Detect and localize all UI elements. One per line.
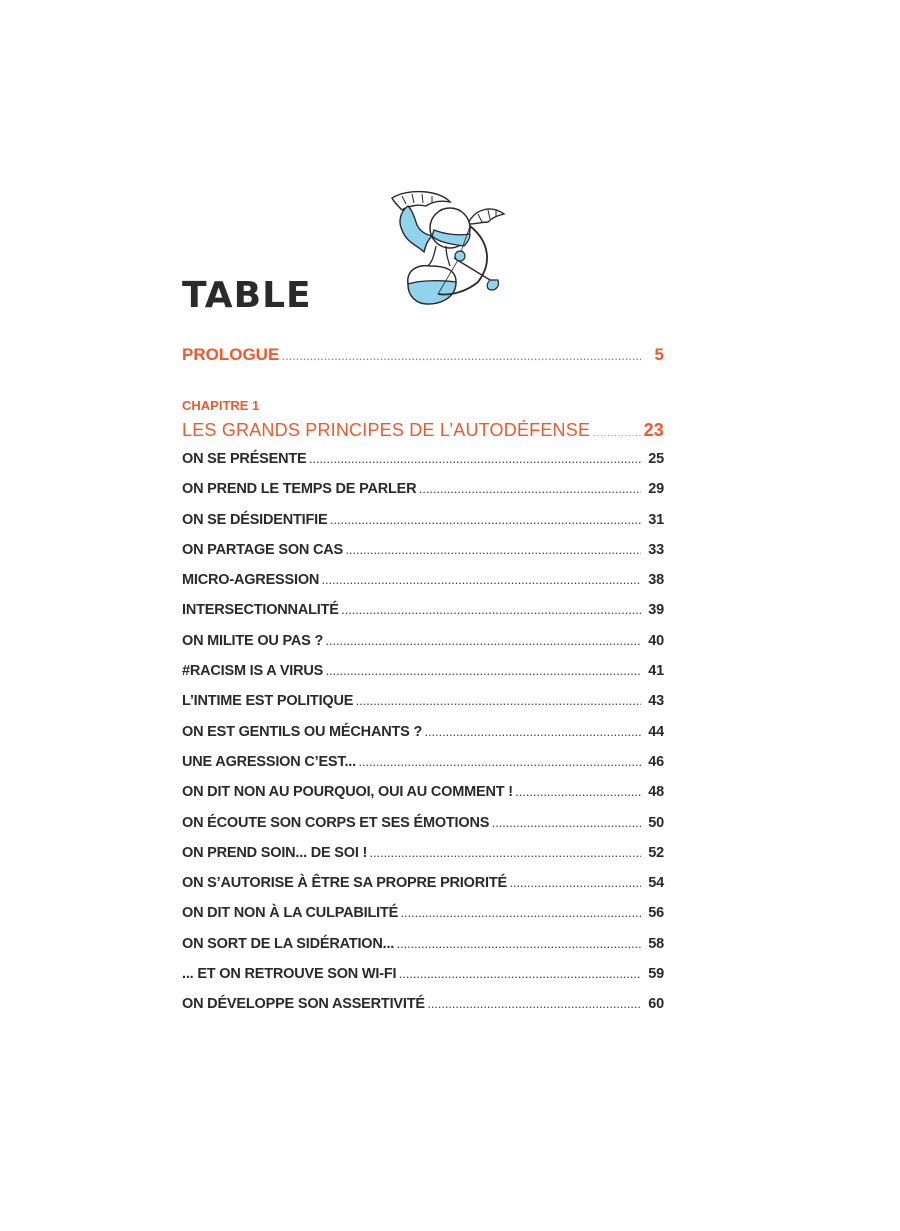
page-title: TABLE [182,275,312,316]
toc-entry-label: ... ET ON RETROUVE SON WI-FI [182,966,397,983]
dot-leader [516,789,641,798]
toc-page-number: 41 [648,663,664,680]
toc-entry-label: #RACISM IS A VIRUS [182,663,324,680]
toc-page-number: 23 [643,420,664,440]
toc-page-number: 50 [648,814,664,831]
dot-leader [425,729,641,738]
toc-entry[interactable] [182,808,664,838]
toc-page-number: 44 [648,723,664,740]
dot-leader [428,1001,641,1010]
toc-page-number: 59 [648,966,664,983]
dot-leader [399,971,641,980]
toc-entry-label: ON PREND SOIN... DE SOI ! [182,844,368,861]
toc-entry-label: UNE AGRESSION C’EST... [182,753,356,770]
toc-entry[interactable] [182,898,664,928]
dot-leader [326,638,641,647]
toc-entry-label: ON SE PRÉSENTE [182,451,307,467]
toc-entry[interactable] [182,838,664,868]
dot-leader [330,517,641,526]
toc-entry-label: ON PARTAGE SON CAS [182,541,344,558]
toc-entry-label: ON PREND LE TEMPS DE PARLER [182,481,417,498]
toc-entry-chapter[interactable] [182,416,664,444]
toc-entry-label: ON DÉVELOPPE SON ASSERTIVITÉ [182,996,425,1013]
toc-entry-prologue[interactable] [182,340,664,370]
toc-entry[interactable] [182,595,664,625]
dot-leader [322,577,641,586]
chapter-label: CHAPITRE 1 [182,398,260,413]
toc-entry-label: ON DIT NON À LA CULPABILITÉ [182,905,399,922]
toc-entry-label: ON EST GENTILS OU MÉCHANTS ? [182,723,423,740]
toc-entry[interactable] [182,717,664,747]
toc-page-number: 46 [648,753,664,770]
dot-leader [282,353,641,362]
toc-entry-label: INTERSECTIONNALITÉ [182,602,339,619]
toc-page-number: 39 [648,602,664,619]
toc-entry-label: ON SE DÉSIDENTIFIE [182,511,328,528]
toc-entry-label: ON SORT DE LA SIDÉRATION... [182,935,395,952]
dot-leader [310,456,641,465]
dot-leader [397,941,641,950]
dot-leader [370,850,641,859]
dot-leader [419,486,641,495]
toc-page-number: 56 [648,905,664,922]
dot-leader [593,429,640,438]
dot-leader [401,910,641,919]
toc-entry[interactable] [182,444,664,474]
toc-entry-label: L’INTIME EST POLITIQUE [182,693,354,710]
toc-entry[interactable] [182,959,664,989]
cupid-hourglass-icon [378,186,510,308]
toc-page-number: 40 [648,632,664,649]
dot-leader [492,820,641,829]
toc-entry[interactable] [182,505,664,535]
dot-leader [346,547,641,556]
toc-entry[interactable] [182,868,664,898]
toc-page-number: 25 [648,451,664,467]
toc-entry-label: ON ÉCOUTE SON CORPS ET SES ÉMOTIONS [182,814,490,831]
toc-entry[interactable] [182,626,664,656]
toc-entry[interactable] [182,656,664,686]
toc-page-number: 43 [648,693,664,710]
toc-entry[interactable] [182,777,664,807]
toc-entry-label: ON S’AUTORISE À ÊTRE SA PROPRE PRIORITÉ [182,875,507,892]
toc-entry-label: ON MILITE OU PAS ? [182,632,324,649]
toc-entry-label: PROLOGUE [182,345,280,364]
dot-leader [356,698,641,707]
dot-leader [359,759,641,768]
toc-entry[interactable] [182,989,664,1019]
toc-entry[interactable] [182,535,664,565]
toc-page-number: 29 [648,481,664,498]
toc-page-number: 38 [648,572,664,589]
toc-entry[interactable] [182,474,664,504]
toc-page-number: 54 [648,875,664,892]
toc-entry[interactable] [182,747,664,777]
toc-page-number: 60 [648,996,664,1013]
table-of-contents [182,340,664,1020]
toc-entry-label: LES GRANDS PRINCIPES DE L’AUTODÉFENSE [182,420,591,440]
toc-entry-list [182,444,664,1020]
toc-page-number: 58 [648,935,664,952]
toc-page-number: 48 [648,784,664,801]
toc-page-number: 33 [648,541,664,558]
toc-page-number: 52 [648,844,664,861]
toc-entry[interactable] [182,929,664,959]
toc-entry[interactable] [182,686,664,716]
toc-page-number: 31 [648,511,664,528]
dot-leader [510,880,641,889]
toc-entry-label: MICRO-AGRESSION [182,572,320,589]
dot-leader [326,668,641,677]
toc-page-number: 5 [654,345,664,364]
dot-leader [342,607,641,616]
toc-entry-label: ON DIT NON AU POURQUOI, OUI AU COMMENT ! [182,784,513,801]
toc-entry[interactable] [182,565,664,595]
